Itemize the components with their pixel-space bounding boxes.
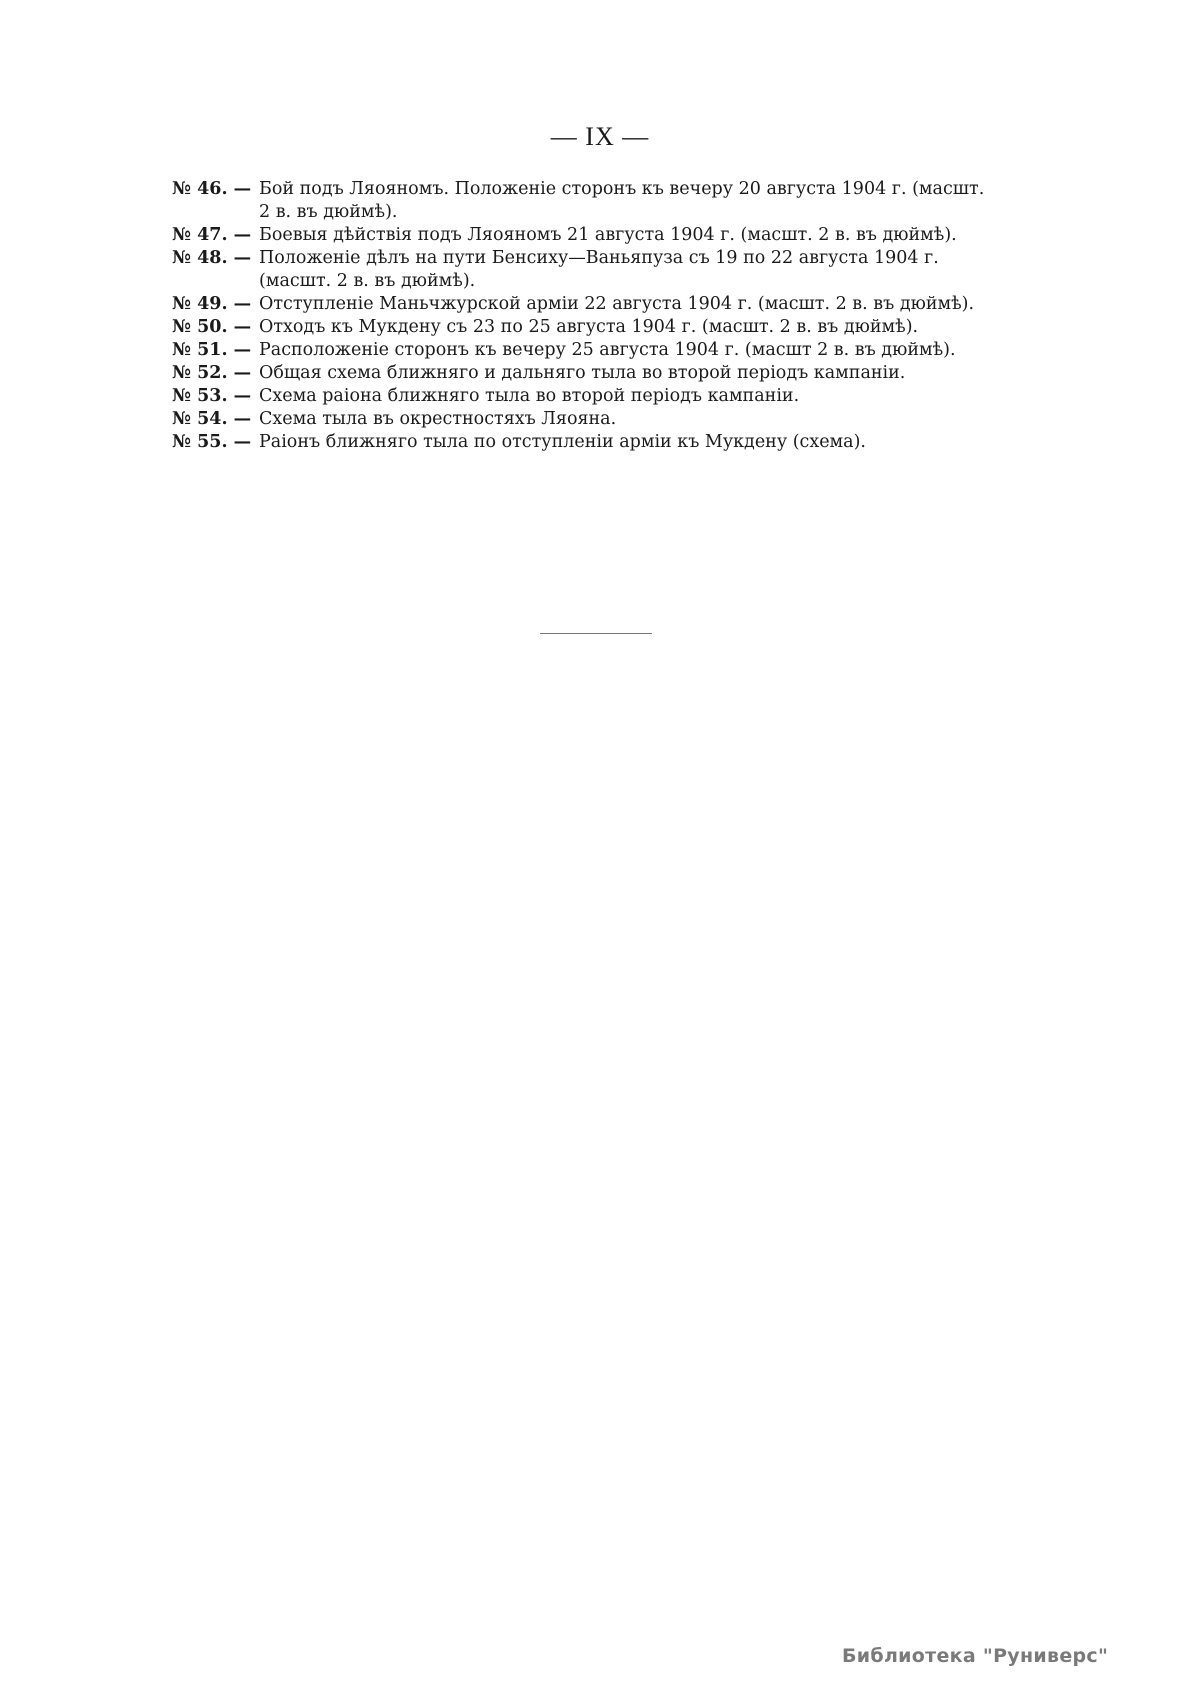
entry-text	[257, 178, 1052, 224]
entry-number: № 48. —	[172, 248, 252, 268]
entry-line: (масшт. 2 в. въ дюймѣ).	[259, 271, 476, 291]
entry-line: Положеніе дѣлъ на пути Бенсиху—Ваньяпуза съ 19 по 22 августа 1904 г.	[259, 248, 939, 268]
entry-line: Отходъ къ Мукдену съ 23 по 25 августа 1904 г. (масшт. 2 в. въ дюймѣ).	[259, 317, 919, 337]
list-item	[172, 178, 1052, 224]
entry-text	[257, 431, 1052, 454]
entry-number: № 47. —	[172, 225, 252, 245]
entry-number: № 46. —	[172, 179, 252, 199]
entry-line: Раіонъ ближняго тыла по отступленіи арміи къ Мукдену (схема).	[259, 432, 866, 452]
entry-number: № 51. —	[172, 340, 252, 360]
section-divider	[540, 633, 652, 634]
entry-text	[257, 316, 1052, 339]
entry-line: Боевыя дѣйствія подъ Ляояномъ 21 августа 1904 г. (масшт. 2 в. въ дюймѣ).	[259, 225, 957, 245]
entry-number: № 52. —	[172, 363, 252, 383]
list-item	[172, 224, 1052, 247]
entry-line: Общая схема ближняго и дальняго тыла во второй періодъ кампаніи.	[259, 363, 906, 383]
entry-line: Расположеніе сторонъ къ вечеру 25 августа 1904 г. (масшт 2 в. въ дюймѣ).	[259, 340, 956, 360]
entry-number: № 49. —	[172, 294, 252, 314]
entry-text	[257, 385, 1052, 408]
list-item	[172, 316, 1052, 339]
entry-line: Схема тыла въ окрестностяхъ Ляояна.	[259, 409, 617, 429]
entry-number: № 50. —	[172, 317, 252, 337]
list-item	[172, 362, 1052, 385]
map-list	[172, 178, 1052, 454]
list-item	[172, 293, 1052, 316]
entry-line: Схема раіона ближняго тыла во второй періодъ кампаніи.	[259, 386, 800, 406]
library-watermark: Библиотека "Руниверс"	[842, 1645, 1109, 1667]
entry-number: № 53. —	[172, 386, 252, 406]
entry-line: 2 в. въ дюймѣ).	[259, 202, 398, 222]
entry-text	[257, 362, 1052, 385]
page-number: — IX —	[550, 122, 650, 151]
entry-text	[257, 293, 1052, 316]
entry-text	[257, 339, 1052, 362]
entry-text	[257, 224, 1052, 247]
list-item	[172, 431, 1052, 454]
entry-text	[257, 247, 1052, 293]
list-item	[172, 385, 1052, 408]
entry-line: Отступленіе Маньчжурской арміи 22 августа 1904 г. (масшт. 2 в. въ дюймѣ).	[259, 294, 975, 314]
entry-number: № 54. —	[172, 409, 252, 429]
entry-line: Бой подъ Ляояномъ. Положеніе сторонъ къ вечеру 20 августа 1904 г. (масшт.	[259, 179, 985, 199]
list-item	[172, 408, 1052, 431]
list-item	[172, 247, 1052, 293]
entry-text	[257, 408, 1052, 431]
entry-number: № 55. —	[172, 432, 252, 452]
list-item	[172, 339, 1052, 362]
